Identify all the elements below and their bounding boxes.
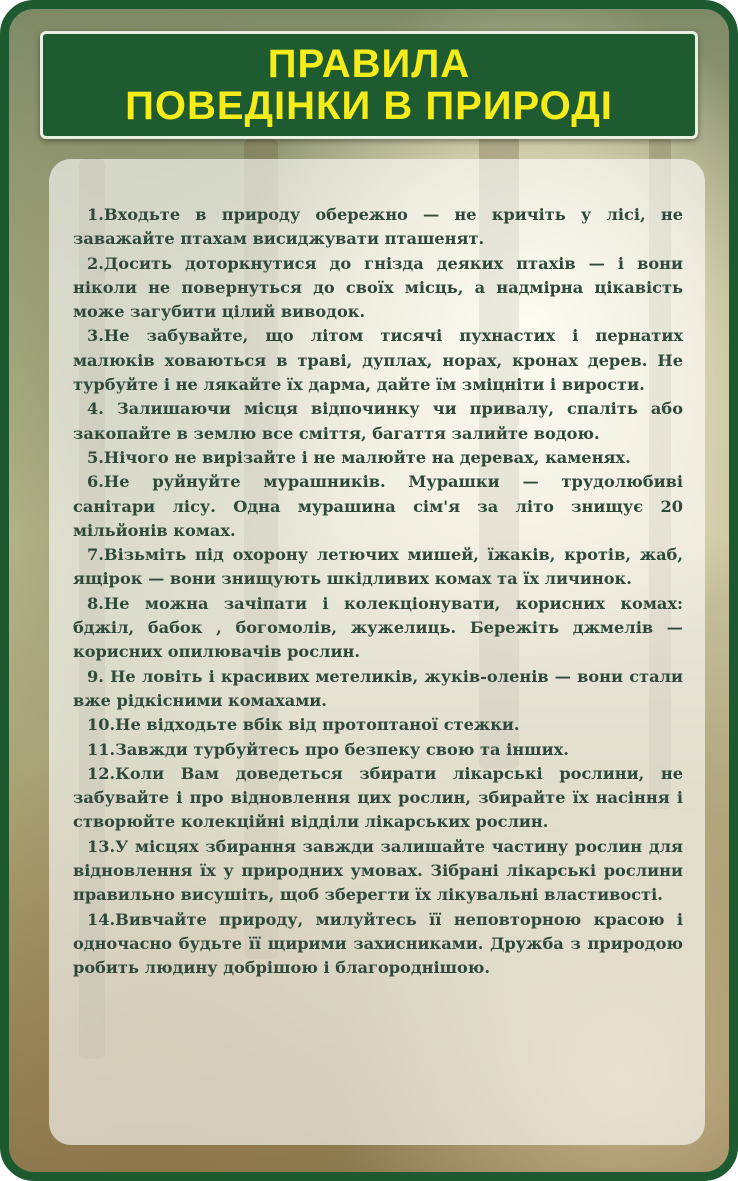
rule-9: 9. Не ловіть і красивих метеликів, жуків-оленів — вони стали вже рідкісними комахами. [73, 666, 683, 710]
rule-4: 4. Залишаючи місця відпочинку чи привалу, спаліть або закопайте в землю все сміття, багаття залийте водою. [73, 399, 683, 443]
rule-14: 14.Вивчайте природу, милуйтесь її неповторною красою і одночасно будьте її щирими захисниками. Дружба з природою робить людину добрішою і благороднішою. [73, 909, 683, 978]
rule-12: 12.Коли Вам доведеться збирати лікарські рослини, не забувайте і про відновлення цих рослин, збирайте їх насіння і створюйте колекційні відділи лікарських рослин. [73, 763, 683, 832]
rule-2: 2.Досить доторкнутися до гнізда деяких птахів — і вони ніколи не повернуться до своїх місць, а надмірна цікавість може загубити цілий виводок. [73, 253, 683, 322]
rule-3: 3.Не забувайте, що літом тисячі пухнастих і пернатих малюків ховаються в траві, дуплах, норах, кронах дерев. Не турбуйте і не лякайте їх дарма, дайте їм зміцніти і вирости. [73, 326, 683, 395]
title-line-1: ПРАВИЛА [267, 42, 471, 86]
rule-10: 10.Не відходьте вбік від протоптаної стежки. [87, 715, 520, 735]
rule-7: 7.Візьміть під охорону летючих мишей, їжаків, кротів, жаб, ящірок — вони знищують шкідливих комах та їх личинок. [73, 545, 683, 589]
rules-panel [49, 159, 705, 1145]
title-line-2: ПОВЕДІНКИ В ПРИРОДІ [125, 84, 613, 128]
rule-6: 6.Не руйнуйте мурашників. Мурашки — трудолюбиві санітари лісу. Одна мурашина сім'я за літо знищує 20 мільйонів комах. [73, 472, 683, 540]
title-banner [40, 31, 698, 139]
rule-13: 13.У місцях збирання завжди залишайте частину рослин для відновлення їх у природних умовах. Зібрані лікарські рослини правильно висушіть, щоб зберегти їх лікувальні властивості. [73, 836, 683, 905]
rule-8: 8.Не можна зачіпати і колекціонувати, корисних комах: бджіл, бабок , богомолів, жужелиць. Бережіть джмелів — корисних опилювачів рослин. [73, 593, 683, 662]
rule-11: 11.Завжди турбуйтесь про безпеку свою та інших. [87, 739, 569, 759]
rule-1: 1.Входьте в природу обережно — не кричіть у лісі, не заважайте птахам висиджувати пташенят. [73, 205, 683, 249]
rule-5: 5.Нічого не вирізайте і не малюйте на деревах, каменях. [87, 447, 631, 467]
